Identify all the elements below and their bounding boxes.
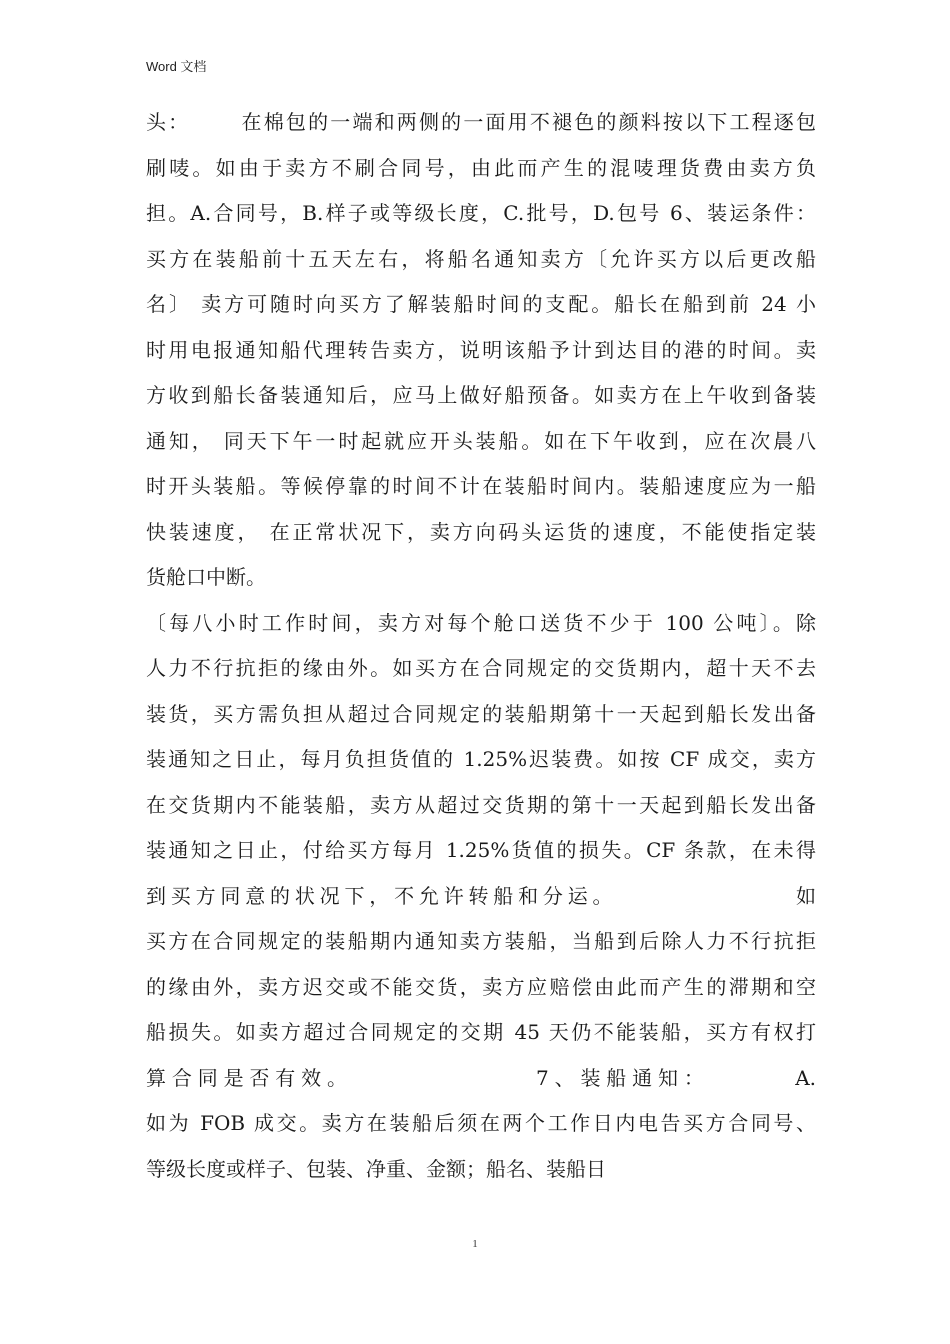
text-line: 刷唛。如由于卖方不刷合同号，由此而产生的混唛理货费由卖方负 — [146, 155, 816, 180]
text-line: 船损失。如卖方超过合同规定的交期 45 天仍不能装船，买方有权打 — [146, 1020, 816, 1044]
text-line: 算合同是否有效。 7、装船通知： A. — [146, 1065, 816, 1090]
document-body — [146, 100, 816, 1192]
text-line: 时开头装船。等候停靠的时间不计在装船时间内。装船速度应为一船 — [146, 474, 816, 498]
text-line: 时用电报通知船代理转告卖方，说明该船予计到达目的港的时间。卖 — [146, 337, 816, 362]
text-line: 担。A.合同号，B.样子或等级长度，C.批号，D.包号 6、装运条件： — [146, 201, 816, 225]
text-line: 装通知之日止，付给买方每月 1.25%货值的损失。CF 条款，在未得 — [146, 838, 816, 862]
text-line: 名〕 卖方可随时向买方了解装船时间的支配。船长在船到前 24 小 — [146, 292, 816, 316]
text-line: 买方在合同规定的装船期内通知卖方装船，当船到后除人力不行抗拒 — [146, 929, 816, 953]
text-line: 人力不行抗拒的缘由外。如买方在合同规定的交货期内，超十天不去 — [146, 656, 816, 680]
text-line: 买方在装船前十五天左右，将船名通知卖方〔允许买方以后更改船 — [146, 246, 816, 271]
document-header: Word 文档 — [146, 59, 207, 74]
text-line: 在交货期内不能装船，卖方从超过交货期的第十一天起到船长发出备 — [146, 792, 816, 817]
text-line: 方收到船长备装通知后，应马上做好船预备。如卖方在上午收到备装 — [146, 383, 816, 407]
text-line: 〔每八小时工作时间，卖方对每个舱口送货不少于 100 公吨〕。除 — [146, 610, 816, 635]
text-line: 等级长度或样子、包装、净重、金额；船名、装船日 — [146, 1156, 606, 1181]
page-number: 1 — [472, 1238, 478, 1250]
text-line: 装通知之日止，每月负担货值的 1.25%迟装费。如按 CF 成交，卖方 — [146, 747, 816, 771]
text-line: 头： 在棉包的一端和两侧的一面用不褪色的颜料按以下工程逐包 — [146, 110, 816, 134]
text-line: 货舱口中断。 — [146, 565, 266, 589]
text-line: 装货，买方需负担从超过合同规定的装船期第十一天起到船长发出备 — [146, 701, 816, 726]
text-line: 通知， 同天下午一时起就应开头装船。如在下午收到，应在次晨八 — [146, 428, 816, 453]
text-line: 快装速度， 在正常状况下，卖方向码头运货的速度，不能使指定装 — [146, 519, 816, 544]
text-line: 到买方同意的状况下，不允许转船和分运。 如 — [146, 883, 816, 908]
text-line: 的缘由外，卖方迟交或不能交货，卖方应赔偿由此而产生的滞期和空 — [146, 974, 816, 999]
text-line: 如为 FOB 成交。卖方在装船后须在两个工作日内电告买方合同号、 — [146, 1111, 816, 1135]
